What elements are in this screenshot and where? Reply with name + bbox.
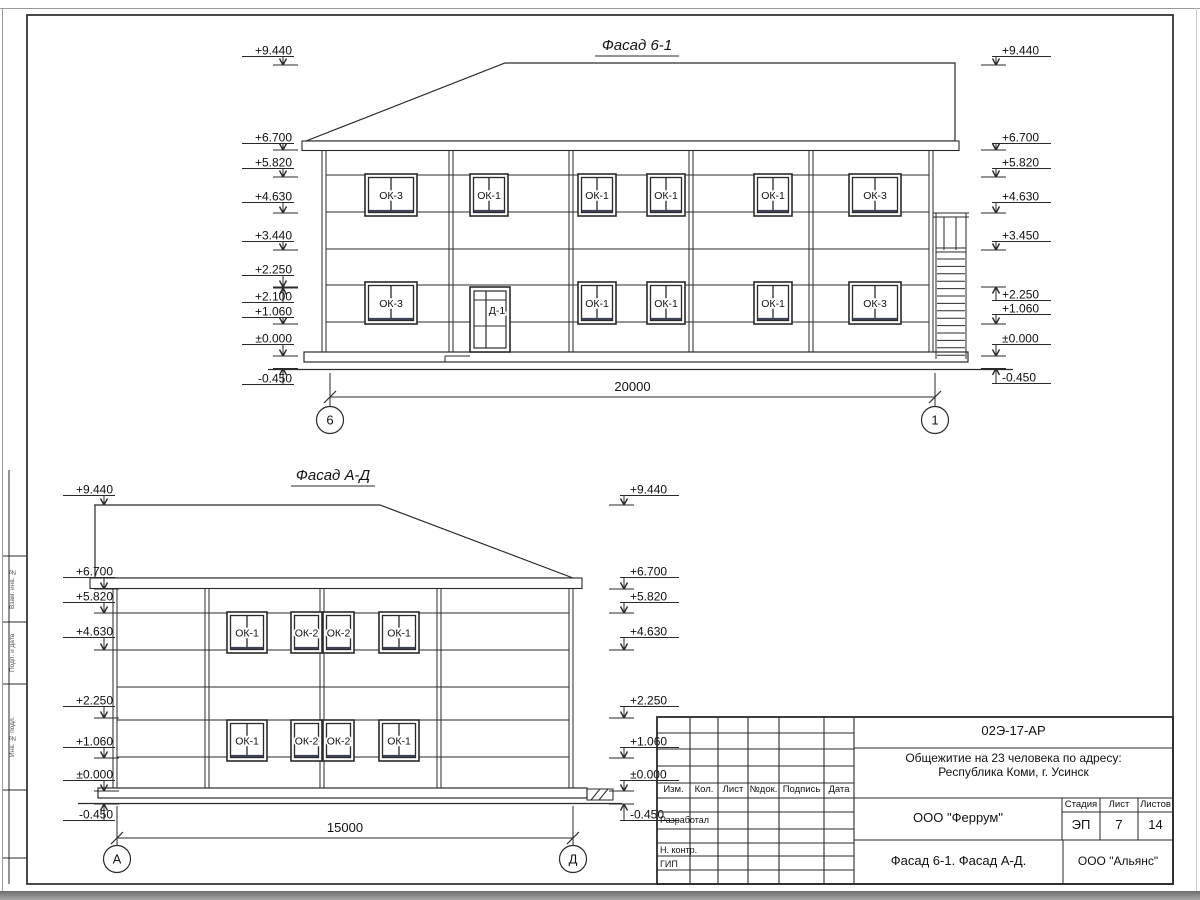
scan-edge-strip <box>0 891 1200 900</box>
frame-label-podp: Подп. и дата <box>9 633 16 673</box>
elevation-mark: +9.440 <box>254 43 292 58</box>
elevation-mark: +4.630 <box>1002 189 1040 204</box>
facade-6-1-marks-right <box>981 44 1051 385</box>
elevation-mark: +6.700 <box>254 130 292 145</box>
window-label: ОК-2 <box>294 627 319 640</box>
elevation-mark: +4.630 <box>630 624 668 639</box>
frame-label-vzam: Взам. инв. № <box>9 568 16 610</box>
frame-label-inv: Инв. № подл. <box>9 716 16 758</box>
elevation-mark: +4.630 <box>254 189 292 204</box>
elevation-mark: +1.060 <box>254 304 292 319</box>
elevation-mark: +9.440 <box>1002 43 1040 58</box>
project-name-line2: Республика Коми, г. Усинск <box>938 765 1089 779</box>
contractor-org: ООО "Альянс" <box>1077 854 1159 868</box>
window-label: ОК-1 <box>477 190 501 202</box>
window-label: ОК-1 <box>387 627 411 640</box>
elevation-mark: -0.450 <box>78 807 113 822</box>
sheet-value: 7 <box>1115 817 1123 832</box>
designer-org: ООО "Феррум" <box>913 810 1003 825</box>
elevation-mark: +2.250 <box>1002 287 1040 302</box>
elevation-mark: +6.700 <box>630 564 668 579</box>
sheets-value: 14 <box>1148 817 1163 832</box>
axis-marker: 6 <box>326 412 334 428</box>
col-list: Лист <box>722 784 744 795</box>
elevation-mark: +9.440 <box>630 482 668 497</box>
elevation-mark: +1.060 <box>630 734 668 749</box>
elevation-mark: -0.450 <box>1002 370 1037 385</box>
elevation-mark: +5.820 <box>630 589 668 604</box>
facade-a-d-dimension <box>104 806 587 873</box>
elevation-mark: +6.700 <box>1002 130 1040 145</box>
facade-a-d-marks-right <box>609 483 679 822</box>
row-razrabotal: Разработал <box>660 815 709 825</box>
axis-marker: А <box>112 851 122 867</box>
elevation-mark: +1.060 <box>1002 301 1040 316</box>
window-label: ОК-1 <box>654 298 678 310</box>
elevation-mark: +3.440 <box>254 228 292 243</box>
window-label: ОК-1 <box>761 298 785 310</box>
elevation-mark: +5.820 <box>254 155 292 170</box>
dimension-value: 15000 <box>326 820 364 835</box>
elevation-mark: -0.450 <box>630 807 665 822</box>
axis-marker: Д <box>568 851 578 867</box>
elevation-mark: ±0.000 <box>76 767 113 782</box>
window-label: ОК-3 <box>379 190 403 202</box>
col-data: Дата <box>828 784 850 795</box>
elevation-mark: +1.060 <box>75 734 113 749</box>
facade-6-1 <box>268 37 1013 370</box>
window-label: ОК-1 <box>585 298 609 310</box>
sheets-label: Листов <box>1140 799 1171 810</box>
window-label: ОК-1 <box>585 190 609 202</box>
window-label: ОК-2 <box>326 627 351 640</box>
doc-code: 02Э-17-АР <box>981 723 1046 738</box>
window-label: ОК-1 <box>235 627 259 640</box>
window-label: ОК-2 <box>326 735 351 748</box>
sheet-label: Лист <box>1108 799 1130 810</box>
elevation-mark: +2.100 <box>254 289 292 304</box>
window-label: ОК-1 <box>654 190 678 202</box>
window-label: ОК-3 <box>863 298 887 310</box>
facade-a-d <box>75 467 622 804</box>
col-izm: Изм. <box>663 784 684 795</box>
window-label: ОК-2 <box>294 735 319 748</box>
elevation-mark: +2.250 <box>254 262 292 277</box>
elevation-mark: +2.250 <box>75 693 113 708</box>
facade-6-1-marks-left <box>242 44 298 386</box>
elevation-mark: +5.820 <box>75 589 113 604</box>
door-label: Д-1 <box>488 305 506 317</box>
stage-label: Стадия <box>1064 799 1098 810</box>
window-label: ОК-3 <box>863 190 887 202</box>
axis-marker: 1 <box>931 412 939 428</box>
facade-a-d-title: Фасад А-Д <box>295 467 371 484</box>
elevation-mark: +5.820 <box>1002 155 1040 170</box>
col-podpis: Подпись <box>782 784 821 795</box>
window-label: ОК-1 <box>387 735 411 748</box>
drawing-title: Фасад 6-1. Фасад А-Д. <box>890 853 1027 868</box>
project-name-line1: Общежитие на 23 человека по адресу: <box>905 751 1122 765</box>
stage-value: ЭП <box>1071 817 1091 832</box>
window-label: ОК-1 <box>235 735 259 748</box>
col-kol: Кол. <box>694 784 714 795</box>
dimension-value: 20000 <box>614 379 651 394</box>
row-gip: ГИП <box>660 859 678 869</box>
elevation-mark: ±0.000 <box>630 767 667 782</box>
elevation-mark: +4.630 <box>75 624 113 639</box>
facade-6-1-title: Фасад 6-1 <box>601 37 673 54</box>
entrance-door <box>470 287 510 352</box>
window-label: ОК-3 <box>379 298 403 310</box>
elevation-mark: +9.440 <box>75 482 113 497</box>
window-label: ОК-1 <box>761 190 785 202</box>
elevation-mark: ±0.000 <box>255 331 292 346</box>
col-ndok: №док. <box>749 784 778 795</box>
row-nkontr: Н. контр. <box>660 845 698 855</box>
elevation-mark: +6.700 <box>75 564 113 579</box>
elevation-mark: -0.450 <box>257 371 292 386</box>
fire-escape-ladder <box>933 213 969 359</box>
elevation-mark: ±0.000 <box>1002 331 1039 346</box>
elevation-mark: +2.250 <box>630 693 668 708</box>
elevation-mark: +3.450 <box>1002 228 1040 243</box>
facade-6-1-dimension <box>317 373 949 434</box>
